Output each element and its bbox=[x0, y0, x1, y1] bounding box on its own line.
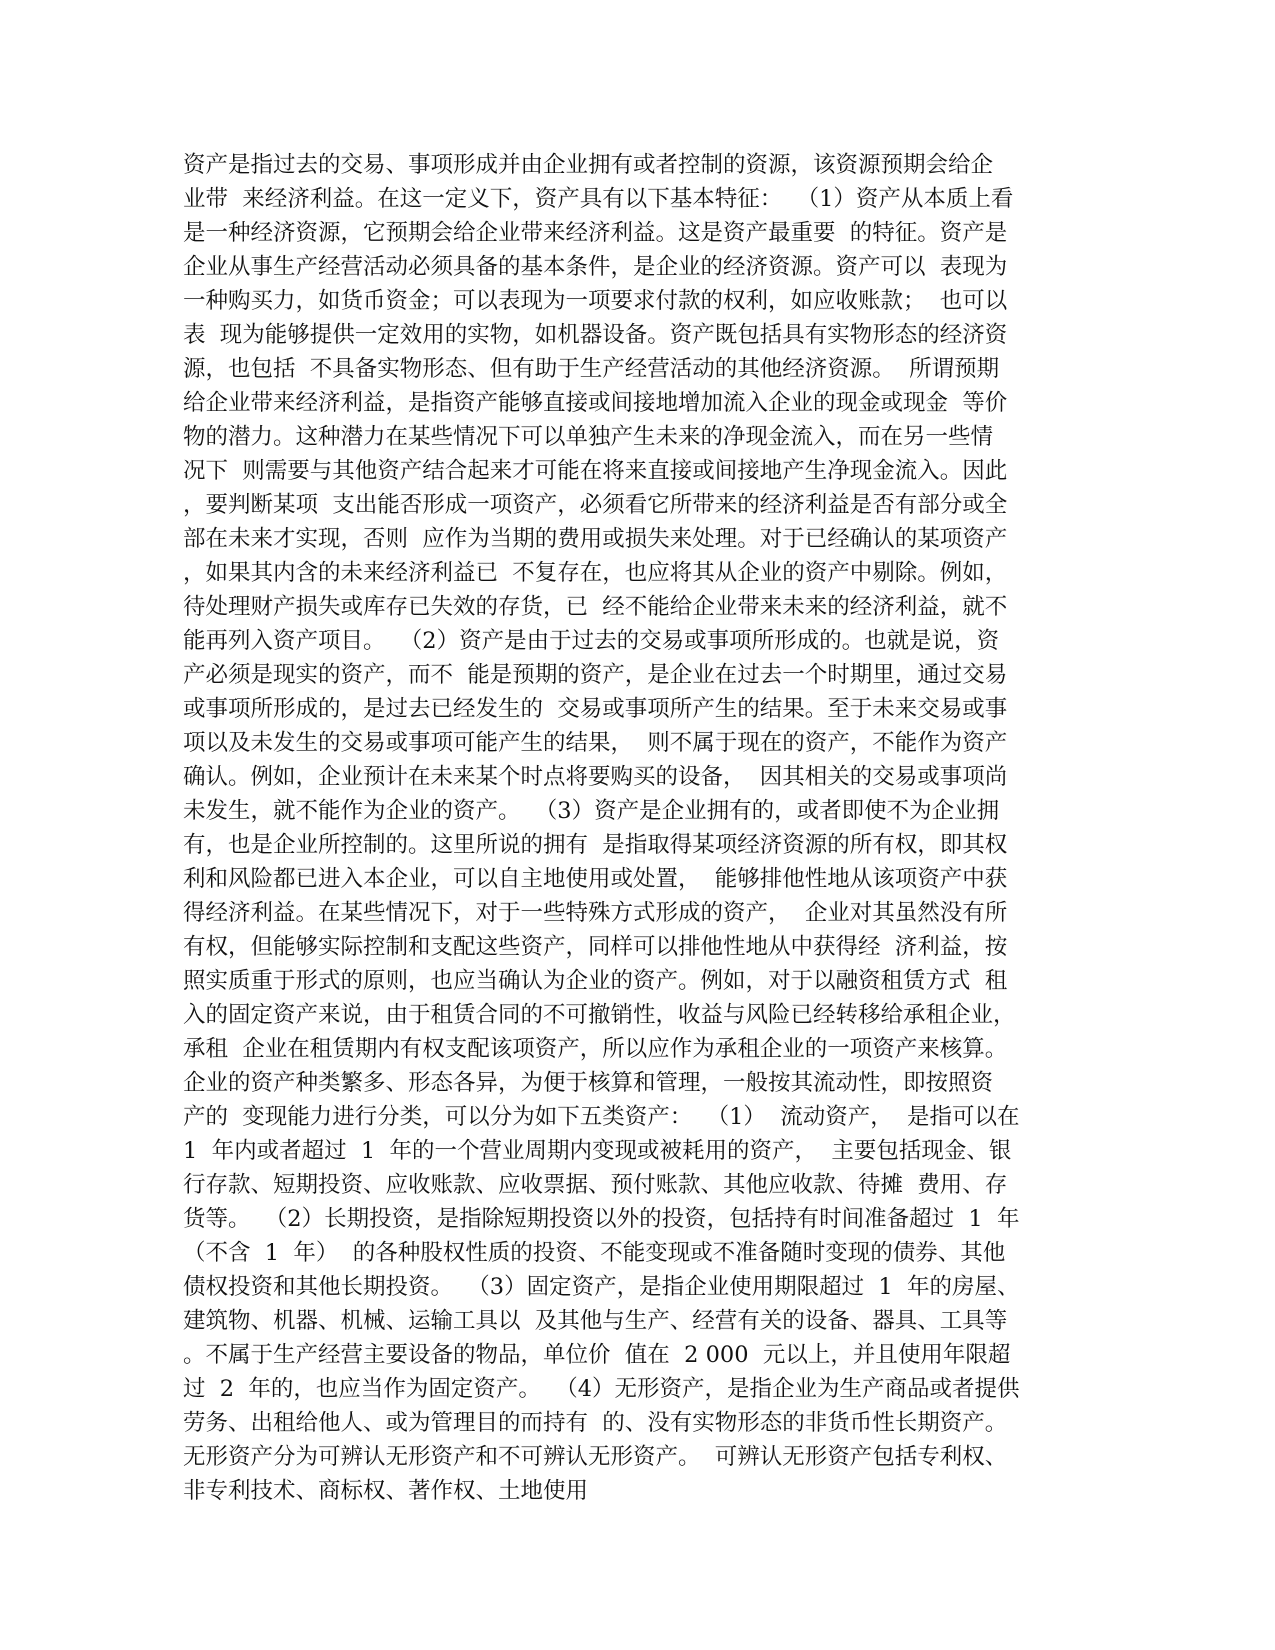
text-line: 业带 来经济利益。在这一定义下，资产具有以下基本特征： （1）资产从本质上看 bbox=[183, 186, 1014, 212]
text-line: 债权投资和其他长期投资。 （3）固定资产，是指企业使用期限超过 1 年的房屋、 bbox=[183, 1274, 1020, 1300]
text-line: 企业的资产种类繁多、形态各异，为便于核算和管理，一般按其流动性，即按照资 bbox=[183, 1070, 994, 1096]
text-line: 行存款、短期投资、应收账款、应收票据、预付账款、其他应收款、待摊 费用、存 bbox=[183, 1172, 1008, 1198]
text-line: 产的 变现能力进行分类，可以分为如下五类资产： （1） 流动资产， 是指可以在 bbox=[183, 1104, 1020, 1130]
text-line: 是一种经济资源，它预期会给企业带来经济利益。这是资产最重要 的特征。资产是 bbox=[183, 220, 1008, 246]
text-line: 有权，但能够实际控制和支配这些资产，同样可以排他性地从中获得经 济利益，按 bbox=[183, 934, 1008, 960]
text-line: 货等。 （2）长期投资，是指除短期投资以外的投资，包括持有时间准备超过 1 年 bbox=[183, 1206, 1020, 1232]
text-line: 或事项所形成的，是过去已经发生的 交易或事项所产生的结果。至于未来交易或事 bbox=[183, 696, 1008, 722]
text-line: ，要判断某项 支出能否形成一项资产，必须看它所带来的经济利益是否有部分或全 bbox=[183, 492, 1008, 518]
text-line: 照实质重于形式的原则，也应当确认为企业的资产。例如，对于以融资租赁方式 租 bbox=[183, 968, 1008, 994]
body-text bbox=[183, 148, 1063, 1508]
text-line: 确认。例如，企业预计在未来某个时点将要购买的设备， 因其相关的交易或事项尚 bbox=[183, 764, 1008, 790]
text-line: 未发生，就不能作为企业的资产。 （3）资产是企业拥有的，或者即使不为企业拥 bbox=[183, 798, 1000, 824]
text-line: 一种购买力，如货币资金；可以表现为一项要求付款的权利，如应收账款； 也可以 bbox=[183, 288, 1008, 314]
text-line: 劳务、出租给他人、或为管理目的而持有 的、没有实物形态的非货币性长期资产。 bbox=[183, 1410, 1008, 1436]
text-line: ，如果其内含的未来经济利益已 不复存在，也应将其从企业的资产中剔除。例如， bbox=[183, 560, 1008, 586]
text-line: 资产是指过去的交易、事项形成并由企业拥有或者控制的资源，该资源预期会给企 bbox=[183, 152, 994, 178]
text-line: 物的潜力。这种潜力在某些情况下可以单独产生未来的净现金流入，而在另一些情 bbox=[183, 424, 994, 450]
text-line: （不含 1 年） 的各种股权性质的投资、不能变现或不准备随时变现的债券、其他 bbox=[183, 1240, 1006, 1266]
text-line: 无形资产分为可辨认无形资产和不可辨认无形资产。 可辨认无形资产包括专利权、 bbox=[183, 1444, 1008, 1470]
text-line: 非专利技术、商标权、著作权、土地使用 bbox=[183, 1478, 589, 1504]
text-line: 入的固定资产来说，由于租赁合同的不可撤销性，收益与风险已经转移给承租企业， bbox=[183, 1002, 1016, 1028]
text-line: 利和风险都已进入本企业，可以自主地使用或处置， 能够排他性地从该项资产中获 bbox=[183, 866, 1008, 892]
text-line: 有，也是企业所控制的。这里所说的拥有 是指取得某项经济资源的所有权，即其权 bbox=[183, 832, 1008, 858]
text-line: 况下 则需要与其他资产结合起来才可能在将来直接或间接地产生净现金流入。因此 bbox=[183, 458, 1008, 484]
text-line: 待处理财产损失或库存已失效的存货，已 经不能给企业带来未来的经济利益，就不 bbox=[183, 594, 1008, 620]
text-line: 产必须是现实的资产，而不 能是预期的资产，是企业在过去一个时期里，通过交易 bbox=[183, 662, 1008, 688]
text-line: 得经济利益。在某些情况下，对于一些特殊方式形成的资产， 企业对其虽然没有所 bbox=[183, 900, 1008, 926]
text-line: 能再列入资产项目。 （2）资产是由于过去的交易或事项所形成的。也就是说，资 bbox=[183, 628, 1000, 654]
text-line: 表 现为能够提供一定效用的实物，如机器设备。资产既包括具有实物形态的经济资 bbox=[183, 322, 1008, 348]
text-line: 部在未来才实现，否则 应作为当期的费用或损失来处理。对于已经确认的某项资产 bbox=[183, 526, 1008, 552]
text-line: 给企业带来经济利益，是指资产能够直接或间接地增加流入企业的现金或现金 等价 bbox=[183, 390, 1008, 416]
text-line: 建筑物、机器、机械、运输工具以 及其他与生产、经营有关的设备、器具、工具等 bbox=[183, 1308, 1008, 1334]
text-line: 过 2 年的，也应当作为固定资产。 （4）无形资产，是指企业为生产商品或者提供 bbox=[183, 1376, 1020, 1402]
text-line: 项以及未发生的交易或事项可能产生的结果， 则不属于现在的资产，不能作为资产 bbox=[183, 730, 1008, 756]
text-line: 源，也包括 不具备实物形态、但有助于生产经营活动的其他经济资源。 所谓预期 bbox=[183, 356, 1000, 382]
text-line: 承租 企业在租赁期内有权支配该项资产，所以应作为承租企业的一项资产来核算。 bbox=[183, 1036, 1008, 1062]
text-line: 1 年内或者超过 1 年的一个营业周期内变现或被耗用的资产， 主要包括现金、银 bbox=[183, 1138, 1012, 1164]
text-line: 企业从事生产经营活动必须具备的基本条件，是企业的经济资源。资产可以 表现为 bbox=[183, 254, 1008, 280]
text-line: 。不属于生产经营主要设备的物品，单位价 值在 2 000 元以上，并且使用年限超 bbox=[183, 1342, 1011, 1368]
